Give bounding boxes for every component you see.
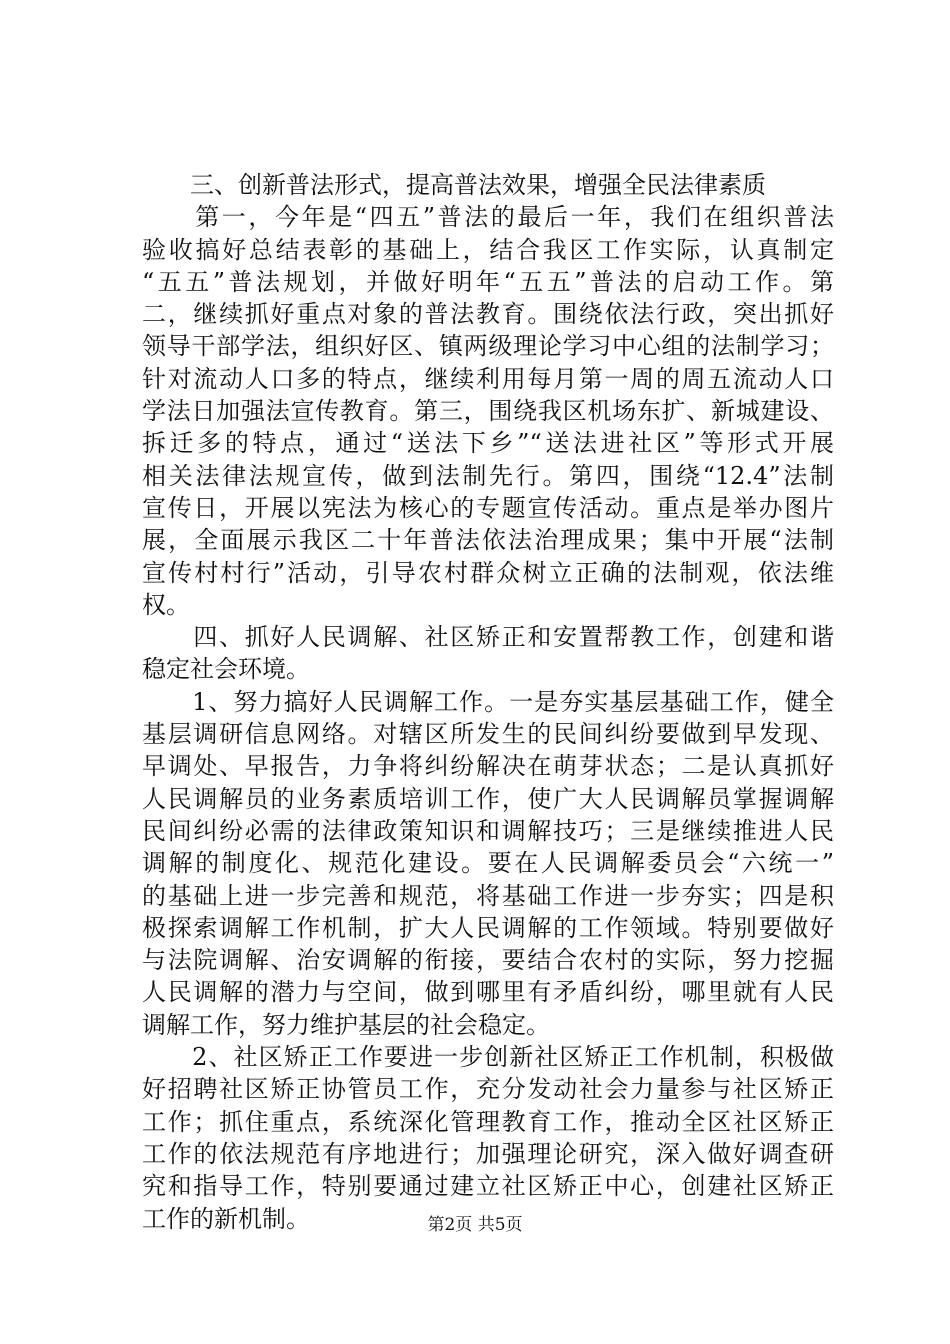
text-line: 极探索调解工作机制，扩大人民调解的工作领域。特别要做好 [142, 913, 834, 942]
text-line: 早调处、早报告，力争将纠纷解决在萌芽状态；二是认真抓好 [142, 752, 834, 781]
text-line: 调解工作，努力维护基层的社会稳定。 [142, 1010, 550, 1039]
text-line: 究和指导工作，特别要通过建立社区矫正中心，创建社区矫正 [142, 1172, 834, 1201]
text-line: 第一，今年是“四五”普法的最后一年，我们在组织普法 [142, 203, 834, 232]
text-line: 2、社区矫正工作要进一步创新社区矫正工作机制，积极做 [142, 1043, 834, 1072]
text-line: 三、创新普法形式，提高普法效果，增强全民法律素质 [142, 171, 766, 199]
text-line: 拆迁多的特点，通过“送法下乡”“送法进社区”等形式开展 [142, 429, 834, 458]
text-line: 工作的新机制。 [142, 1204, 310, 1233]
text-line: 1、努力搞好人民调解工作。一是夯实基层基础工作，健全 [142, 687, 834, 716]
text-line: 相关法律法规宣传，做到法制先行。第四，围绕“12.4”法制 [142, 461, 834, 490]
text-line: 调解的制度化、规范化建设。要在人民调解委员会“六统一” [142, 849, 834, 878]
page-number-label: 第2页 共5页 [427, 1215, 523, 1235]
text-line: 工作的依法规范有序地进行；加强理论研究，深入做好调查研 [142, 1139, 834, 1168]
text-line: 宣传日，开展以宪法为核心的专题宣传活动。重点是举办图片 [142, 493, 834, 522]
text-line: 四、抓好人民调解、社区矫正和安置帮教工作，创建和谐 [142, 623, 834, 652]
document-body [142, 169, 834, 1235]
text-line: 二，继续抓好重点对象的普法教育。围绕依法行政，突出抓好 [142, 300, 834, 329]
text-line: 学法日加强法宣传教育。第三，围绕我区机场东扩、新城建设、 [142, 397, 834, 426]
text-line: 人民调解员的业务素质培训工作，使广大人民调解员掌握调解 [142, 784, 834, 813]
text-line: 验收搞好总结表彰的基础上，结合我区工作实际，认真制定 [142, 235, 834, 264]
text-line: “五五”普法规划，并做好明年“五五”普法的启动工作。第 [142, 267, 834, 296]
text-line: 宣传村村行”活动，引导农村群众树立正确的法制观，依法维 [142, 558, 834, 587]
text-line: 民间纠纷必需的法律政策知识和调解技巧；三是继续推进人民 [142, 816, 834, 845]
text-line: 稳定社会环境。 [142, 655, 310, 684]
text-line: 基层调研信息网络。对辖区所发生的民间纠纷要做到早发现、 [142, 720, 834, 749]
text-line: 针对流动人口多的特点，继续利用每月第一周的周五流动人口 [142, 364, 834, 393]
text-line: 与法院调解、治安调解的衔接，要结合农村的实际，努力挖掘 [142, 946, 834, 975]
text-line: 人民调解的潜力与空间，做到哪里有矛盾纠纷，哪里就有人民 [142, 978, 834, 1007]
text-line: 展，全面展示我区二十年普法依法治理成果；集中开展“法制 [142, 526, 834, 555]
text-line: 工作；抓住重点，系统深化管理教育工作，推动全区社区矫正 [142, 1107, 834, 1136]
text-line: 的基础上进一步完善和规范，将基础工作进一步夯实；四是积 [142, 881, 834, 910]
text-line: 好招聘社区矫正协管员工作，充分发动社会力量参与社区矫正 [142, 1075, 834, 1104]
text-line: 领导干部学法，组织好区、镇两级理论学习中心组的法制学习； [142, 332, 834, 361]
text-line: 权。 [142, 590, 190, 619]
page-footer [0, 1213, 950, 1237]
